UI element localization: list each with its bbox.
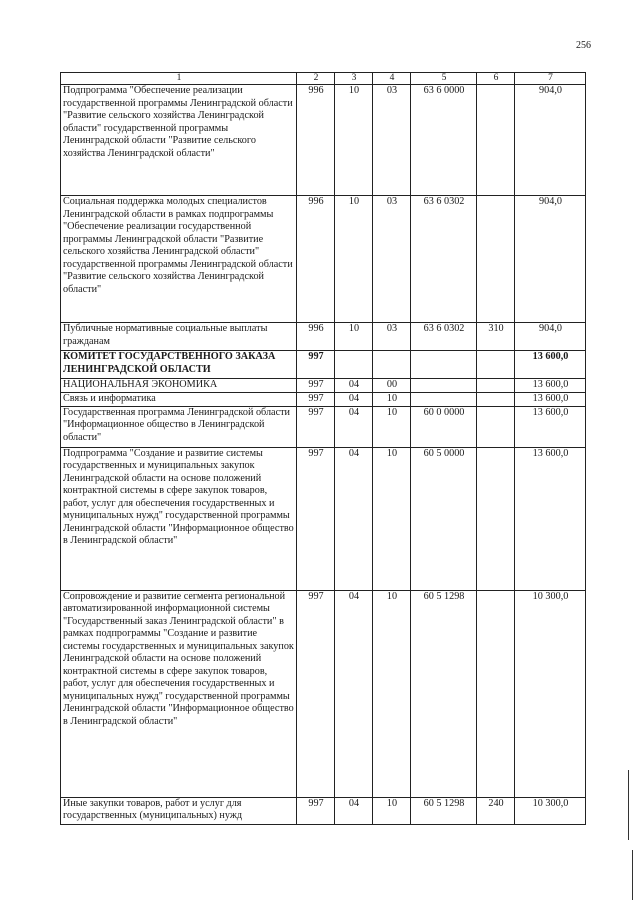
table-row xyxy=(61,447,586,590)
row-grbs: 996 xyxy=(297,196,335,323)
row-name: Социальная поддержка молодых специалистов Ленинградской области в рамках подпрограммы "Обеспечение реализации государственной программы Ленинградской области "Развитие сельского хозяйства Ленинградской области" государственной программы Ленинградской области "Развитие сельского хозяйства Ленинградской области" xyxy=(61,196,297,323)
row-subsection xyxy=(373,351,411,379)
row-subsection: 03 xyxy=(373,85,411,196)
row-subsection: 10 xyxy=(373,590,411,797)
table-header-row xyxy=(61,73,586,85)
row-amount: 13 600,0 xyxy=(515,393,586,407)
row-subsection: 10 xyxy=(373,447,411,590)
page-number: 256 xyxy=(576,40,591,51)
row-amount: 13 600,0 xyxy=(515,351,586,379)
row-subsection: 03 xyxy=(373,196,411,323)
row-subsection: 10 xyxy=(373,406,411,447)
row-grbs: 997 xyxy=(297,393,335,407)
row-target-article xyxy=(411,393,477,407)
column-header-6: 6 xyxy=(477,73,515,85)
row-amount: 13 600,0 xyxy=(515,379,586,393)
row-name: Государственная программа Ленинградской области "Информационное общество в Ленинградской области" xyxy=(61,406,297,447)
column-header-7: 7 xyxy=(515,73,586,85)
row-amount: 10 300,0 xyxy=(515,797,586,824)
table-row xyxy=(61,590,586,797)
row-grbs: 996 xyxy=(297,85,335,196)
row-target-article: 63 6 0000 xyxy=(411,85,477,196)
row-amount: 904,0 xyxy=(515,323,586,351)
row-target-article xyxy=(411,379,477,393)
row-grbs: 997 xyxy=(297,351,335,379)
row-amount: 10 300,0 xyxy=(515,590,586,797)
table-row xyxy=(61,85,586,196)
row-name: Сопровождение и развитие сегмента региональной автоматизированной информационной системы "Государственный заказ Ленинградской области" в рамках подпрограммы "Создание и развитие системы государственных и муниципальных закупок Ленинградской области на основе положений контрактной системы в сфере закупок товаров, работ, услуг для обеспечения государственных и муниципальных нужд" государственной программы Ленинградской области "Информационное общество в Ленинградской области" xyxy=(61,590,297,797)
table-row xyxy=(61,351,586,379)
row-grbs: 997 xyxy=(297,590,335,797)
row-section: 10 xyxy=(335,196,373,323)
row-expense-type xyxy=(477,379,515,393)
row-target-article: 60 5 1298 xyxy=(411,590,477,797)
scan-edge-mark xyxy=(628,770,629,840)
column-header-2: 2 xyxy=(297,73,335,85)
row-name: Связь и информатика xyxy=(61,393,297,407)
row-section: 10 xyxy=(335,323,373,351)
row-section xyxy=(335,351,373,379)
budget-table xyxy=(60,72,586,825)
row-section: 04 xyxy=(335,797,373,824)
row-expense-type xyxy=(477,351,515,379)
row-section: 04 xyxy=(335,379,373,393)
row-expense-type xyxy=(477,406,515,447)
row-grbs: 997 xyxy=(297,406,335,447)
row-amount: 904,0 xyxy=(515,85,586,196)
row-target-article xyxy=(411,351,477,379)
row-name: Подпрограмма "Создание и развитие системы государственных и муниципальных закупок Ленинградской области на основе положений контрактной системы в сфере закупок товаров, работ, услуг для обеспечения государственных и муниципальных нужд" государственной программы Ленинградской области "Информационное общество в Ленинградской области" xyxy=(61,447,297,590)
row-target-article: 60 5 1298 xyxy=(411,797,477,824)
row-section: 04 xyxy=(335,447,373,590)
row-expense-type xyxy=(477,447,515,590)
column-header-4: 4 xyxy=(373,73,411,85)
row-expense-type xyxy=(477,85,515,196)
row-target-article: 60 5 0000 xyxy=(411,447,477,590)
row-grbs: 997 xyxy=(297,447,335,590)
row-amount: 13 600,0 xyxy=(515,406,586,447)
row-section: 04 xyxy=(335,393,373,407)
row-target-article: 63 6 0302 xyxy=(411,323,477,351)
scan-edge-mark xyxy=(632,850,633,900)
column-header-1: 1 xyxy=(61,73,297,85)
row-expense-type: 240 xyxy=(477,797,515,824)
row-section: 10 xyxy=(335,85,373,196)
row-name: НАЦИОНАЛЬНАЯ ЭКОНОМИКА xyxy=(61,379,297,393)
row-grbs: 997 xyxy=(297,797,335,824)
row-section: 04 xyxy=(335,406,373,447)
column-header-3: 3 xyxy=(335,73,373,85)
row-grbs: 997 xyxy=(297,379,335,393)
row-section: 04 xyxy=(335,590,373,797)
table-row xyxy=(61,379,586,393)
row-name: Иные закупки товаров, работ и услуг для государственных (муниципальных) нужд xyxy=(61,797,297,824)
row-expense-type xyxy=(477,590,515,797)
row-expense-type xyxy=(477,196,515,323)
row-name: Подпрограмма "Обеспечение реализации государственной программы Ленинградской области "Развитие сельского хозяйства Ленинградской области" государственной программы Ленинградской области "Развитие сельского хозяйства Ленинградской области" xyxy=(61,85,297,196)
column-header-5: 5 xyxy=(411,73,477,85)
table-row xyxy=(61,323,586,351)
row-subsection: 03 xyxy=(373,323,411,351)
row-target-article: 60 0 0000 xyxy=(411,406,477,447)
row-subsection: 10 xyxy=(373,797,411,824)
row-grbs: 996 xyxy=(297,323,335,351)
table-row xyxy=(61,196,586,323)
row-expense-type: 310 xyxy=(477,323,515,351)
row-target-article: 63 6 0302 xyxy=(411,196,477,323)
table-row xyxy=(61,393,586,407)
row-amount: 904,0 xyxy=(515,196,586,323)
row-subsection: 00 xyxy=(373,379,411,393)
row-expense-type xyxy=(477,393,515,407)
row-amount: 13 600,0 xyxy=(515,447,586,590)
table-row xyxy=(61,797,586,824)
table-row xyxy=(61,406,586,447)
row-name: Публичные нормативные социальные выплаты гражданам xyxy=(61,323,297,351)
row-subsection: 10 xyxy=(373,393,411,407)
row-name: КОМИТЕТ ГОСУДАРСТВЕННОГО ЗАКАЗА ЛЕНИНГРАДСКОЙ ОБЛАСТИ xyxy=(61,351,297,379)
